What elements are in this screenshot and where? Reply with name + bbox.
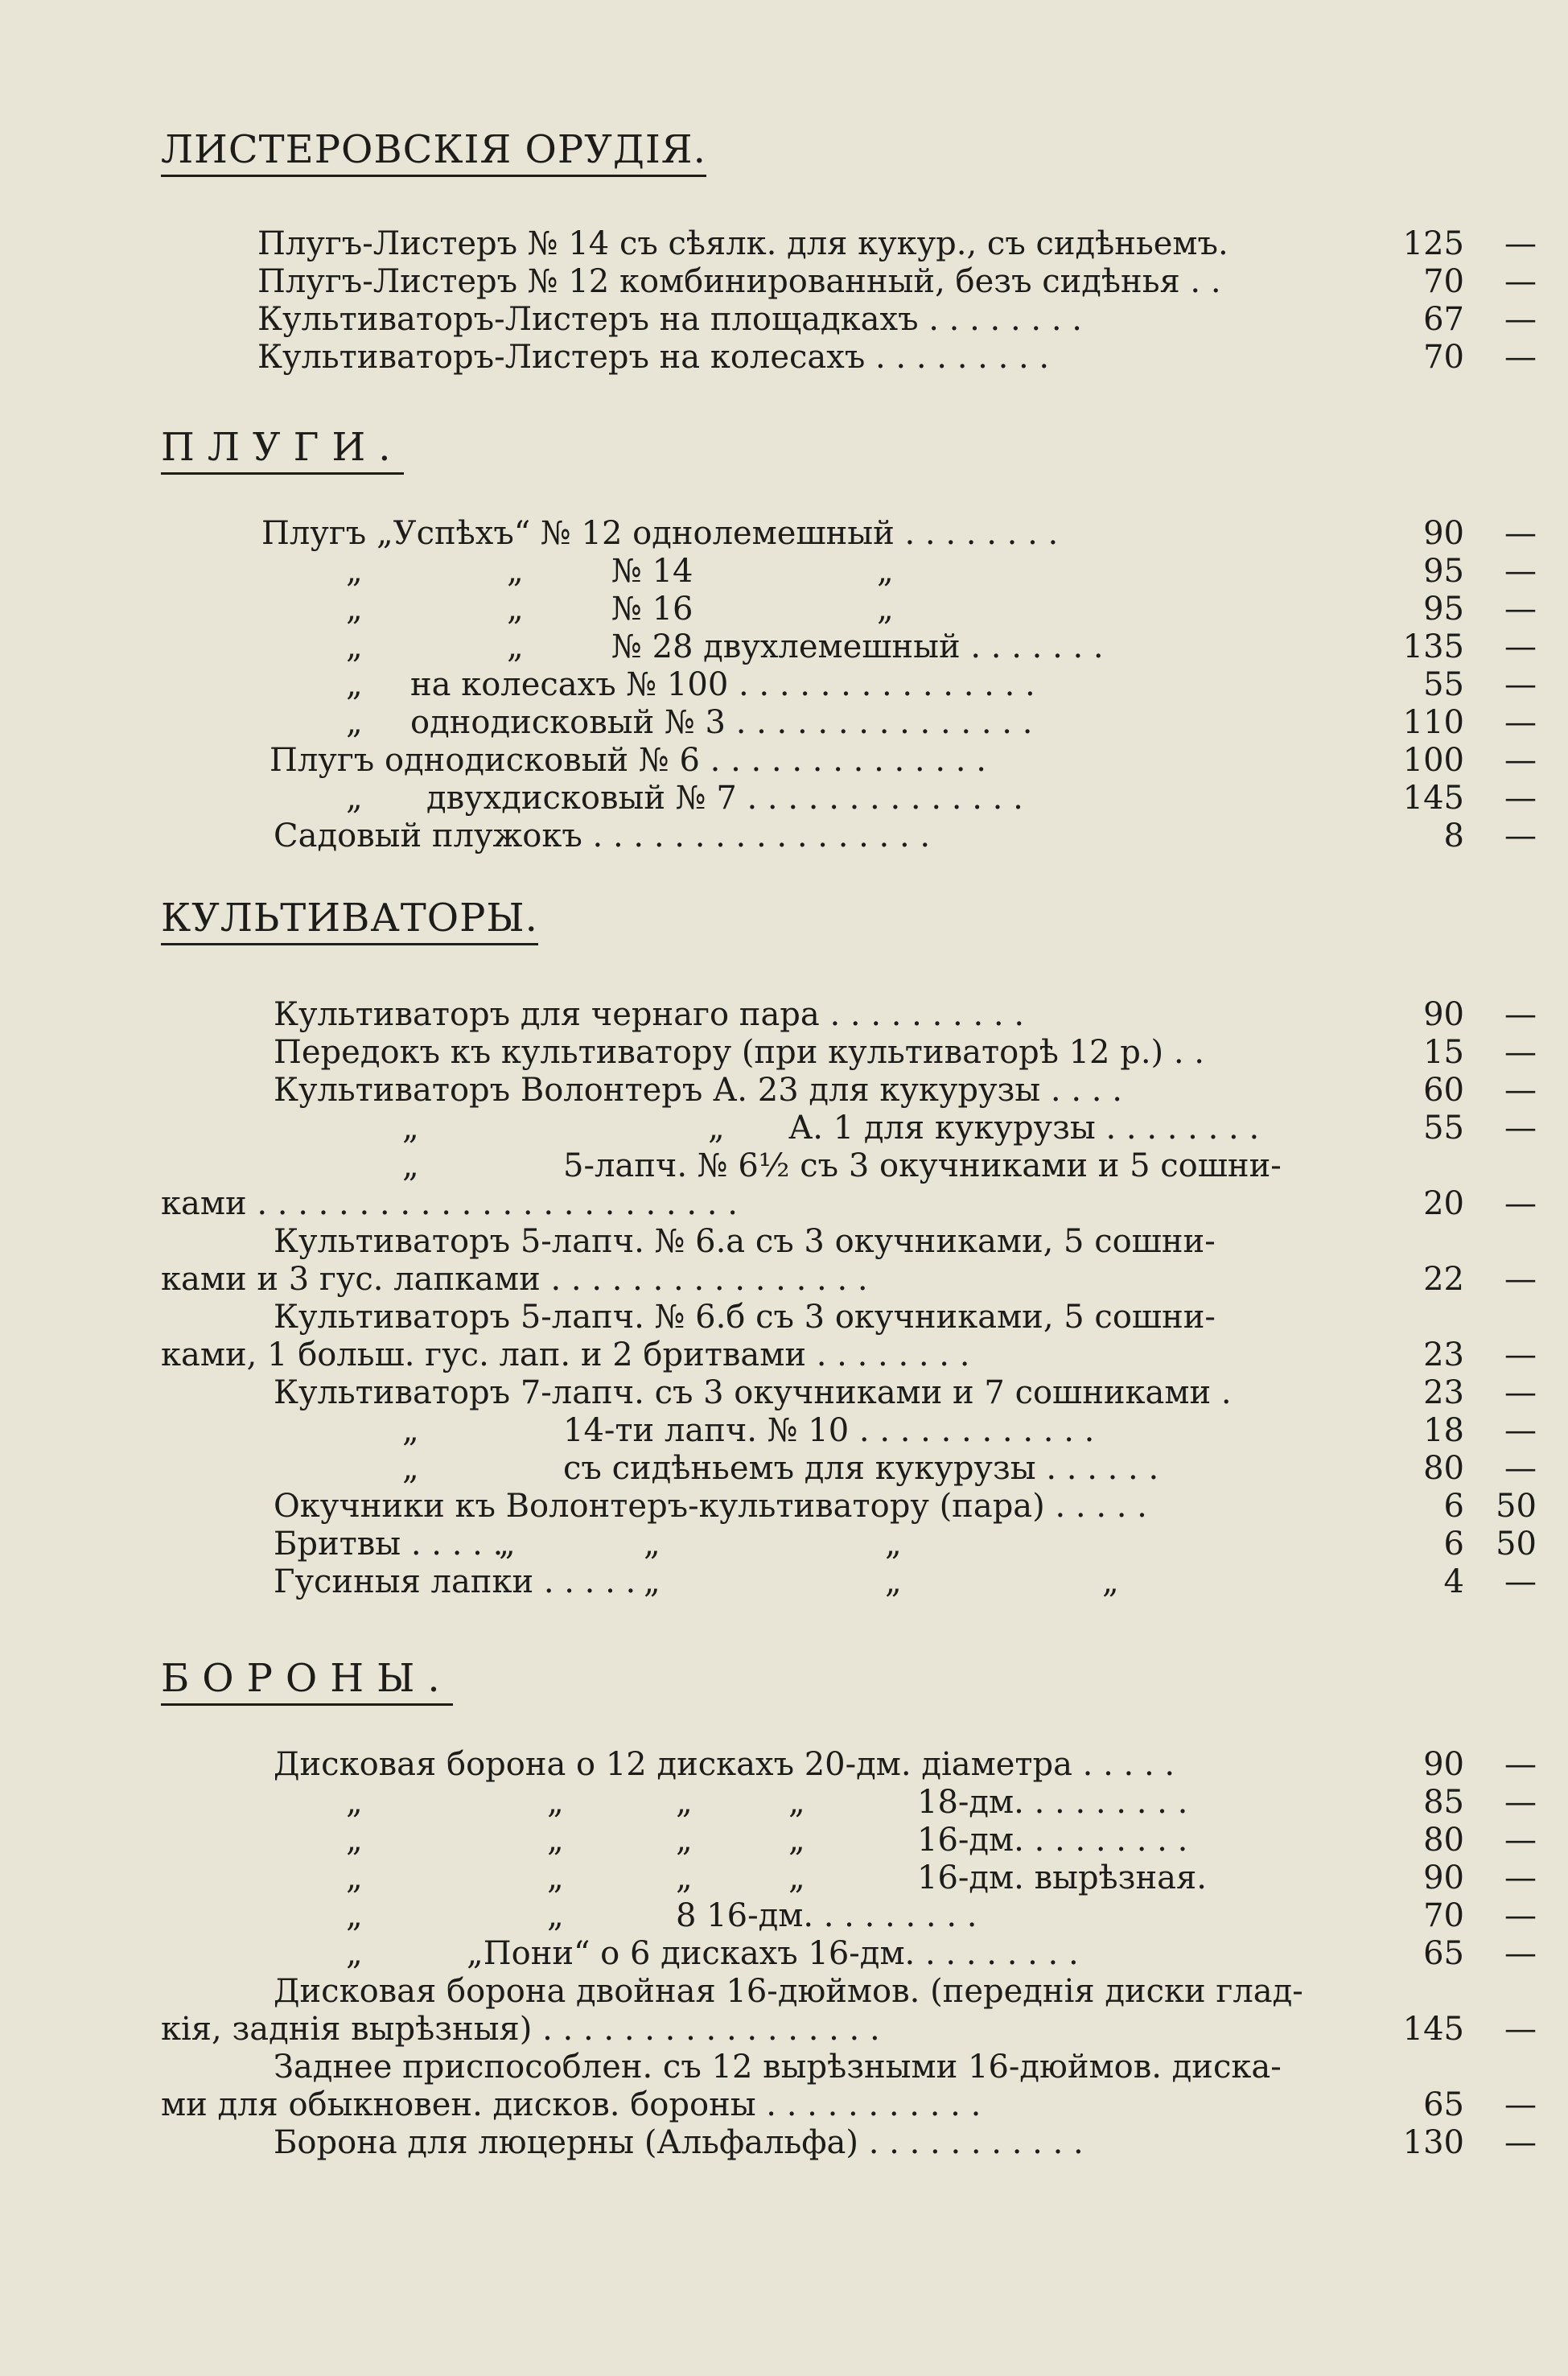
list-item [161, 1072, 1537, 1110]
list-item [161, 2124, 1537, 2162]
ditto-mark: „ [402, 1147, 419, 1184]
item-price: 6 [1443, 1488, 1464, 1525]
ditto-mark: „ [346, 666, 363, 703]
list-item [161, 1185, 1537, 1223]
ditto-mark: „ [346, 780, 363, 817]
item-kopecks: — [1504, 2124, 1537, 2161]
item-price: 90 [1423, 515, 1464, 552]
ditto-mark: „ [346, 553, 363, 590]
section-title-cultivators: КУЛЬТИВАТОРЫ. [161, 897, 538, 945]
item-kopecks: — [1504, 1822, 1537, 1859]
item-kopecks: — [1504, 301, 1537, 338]
list-item [161, 780, 1537, 817]
list-item [161, 1336, 1537, 1374]
item-name: 14-ти лапч. № 10 . . . . . . . . . . . . [563, 1412, 1095, 1449]
item-price: 85 [1423, 1784, 1464, 1821]
ditto-mark: „ [499, 1526, 516, 1563]
list-item [161, 1299, 1537, 1336]
item-kopecks: — [1504, 666, 1537, 703]
item-price: 60 [1423, 1072, 1464, 1109]
ditto-mark: „ [885, 1563, 902, 1600]
ditto-mark: „ [402, 1450, 419, 1487]
list-item [161, 1261, 1537, 1299]
item-price: 15 [1423, 1034, 1464, 1071]
item-kopecks: — [1504, 225, 1537, 262]
ditto-mark: „ [644, 1526, 661, 1563]
item-price: 18 [1423, 1412, 1464, 1449]
item-kopecks: — [1504, 1185, 1537, 1222]
item-name: Культиваторъ для чернаго пара . . . . . . . . . . [274, 996, 1025, 1033]
item-kopecks: — [1504, 1034, 1537, 1071]
ditto-mark: „ [346, 1935, 363, 1972]
list-item [161, 1822, 1537, 1859]
ditto-mark: „ [547, 1784, 564, 1821]
item-kopecks: — [1504, 780, 1537, 817]
item-price: 95 [1423, 553, 1464, 590]
list-item [161, 817, 1537, 855]
item-price: 110 [1402, 704, 1464, 741]
ditto-mark: „ [644, 1563, 661, 1600]
item-price: 65 [1423, 1935, 1464, 1972]
item-kopecks: — [1504, 553, 1537, 590]
item-name: однодисковый № 3 . . . . . . . . . . . . . . . [410, 704, 1033, 741]
harrows-list [161, 1746, 1537, 2162]
item-kopecks: — [1504, 817, 1537, 854]
list-item [161, 591, 1537, 628]
item-kopecks: — [1504, 628, 1537, 665]
item-name: Заднее приспособлен. съ 12 вырѣзными 16-дюймов. диска- [274, 2049, 1282, 2086]
list-item [161, 1784, 1537, 1822]
item-price: 145 [1402, 2011, 1464, 2048]
list-item [161, 2011, 1537, 2049]
list-item [161, 704, 1537, 742]
ditto-mark: „ [402, 1412, 419, 1449]
list-item [161, 996, 1537, 1034]
item-kopecks: — [1504, 591, 1537, 628]
item-name: Культиваторъ-Листеръ на колесахъ . . . . . . . . . [257, 339, 1050, 376]
list-item [161, 1374, 1537, 1412]
list-item [161, 2086, 1537, 2124]
item-name: Культиваторъ Волонтеръ А. 23 для кукурузы . . . . [274, 1072, 1122, 1109]
item-kopecks: — [1504, 1110, 1537, 1147]
ditto-mark: „ [676, 1822, 693, 1859]
item-name: Плугъ-Листеръ № 14 съ сѣялк. для кукур., съ сидѣньемъ. [257, 225, 1228, 262]
item-name: ками, 1 больш. гус. лап. и 2 бритвами . . . . . . . . [161, 1336, 970, 1373]
item-name: ками и 3 гус. лапками . . . . . . . . . . . . . . . . [161, 1261, 868, 1298]
item-name: Культиваторъ 5-лапч. № 6.б съ 3 окучниками, 5 сошни- [274, 1299, 1216, 1336]
list-item [161, 2049, 1537, 2086]
list-item [161, 1935, 1537, 1973]
item-name: Садовый плужокъ . . . . . . . . . . . . . . . . . [274, 817, 931, 854]
item-name: Гусиныя лапки . . . . . [274, 1563, 636, 1600]
list-item [161, 1223, 1537, 1261]
item-kopecks: — [1504, 1261, 1537, 1298]
list-item [161, 1034, 1537, 1072]
item-price: 22 [1423, 1261, 1464, 1298]
item-name: Плугъ-Листеръ № 12 комбинированный, безъ сидѣнья . . [257, 263, 1221, 300]
item-name: Культиваторъ-Листеръ на площадкахъ . . . . . . . . [257, 301, 1082, 338]
item-price: 20 [1423, 1185, 1464, 1222]
item-kopecks: — [1504, 1072, 1537, 1109]
item-name: № 28 двухлемешный . . . . . . . [611, 628, 1104, 665]
item-kopecks: — [1504, 515, 1537, 552]
ditto-mark: „ [877, 591, 894, 628]
item-price: 65 [1423, 2086, 1464, 2123]
item-kopecks: — [1504, 1784, 1537, 1821]
item-name: Дисковая борона двойная 16-дюймов. (переднія диски глад- [274, 1973, 1303, 2010]
ditto-mark: „ [547, 1859, 564, 1896]
item-price: 90 [1423, 1859, 1464, 1896]
item-price: 55 [1423, 1110, 1464, 1147]
item-price: 145 [1402, 780, 1464, 817]
ditto-mark: „ [676, 1859, 693, 1896]
list-item [161, 339, 1537, 377]
item-name: А. 1 для кукурузы . . . . . . . . [788, 1110, 1260, 1147]
item-kopecks: — [1504, 1374, 1537, 1411]
section-title-harrows: БОРОНЫ. [161, 1657, 453, 1706]
item-name: 16-дм. . . . . . . . . [917, 1822, 1188, 1859]
ditto-mark: „ [346, 1859, 363, 1896]
list-item [161, 225, 1537, 263]
item-price: 80 [1423, 1822, 1464, 1859]
ditto-mark: „ [507, 553, 524, 590]
item-name: 18-дм. . . . . . . . . [917, 1784, 1188, 1821]
list-item [161, 1859, 1537, 1897]
item-kopecks: — [1504, 1746, 1537, 1783]
item-name: 8 16-дм. . . . . . . . . [676, 1897, 977, 1934]
list-item [161, 1488, 1537, 1526]
item-name: 5-лапч. № 6½ съ 3 окучниками и 5 сошни- [563, 1147, 1282, 1184]
item-kopecks: — [1504, 263, 1537, 300]
item-kopecks: — [1504, 1450, 1537, 1487]
item-name: № 14 [611, 553, 693, 590]
item-price: 90 [1423, 1746, 1464, 1783]
ditto-mark: „ [507, 591, 524, 628]
list-item [161, 515, 1537, 553]
item-price: 55 [1423, 666, 1464, 703]
item-kopecks: — [1504, 1935, 1537, 1972]
plows-list [161, 515, 1537, 855]
item-name: съ сидѣньемъ для кукурузы . . . . . . [563, 1450, 1159, 1487]
list-item [161, 742, 1537, 780]
item-price: 90 [1423, 996, 1464, 1033]
item-name: на колесахъ № 100 . . . . . . . . . . . . . . . [410, 666, 1035, 703]
item-kopecks: — [1504, 339, 1537, 376]
item-price: 130 [1402, 2124, 1464, 2161]
list-item [161, 666, 1537, 704]
item-price: 95 [1423, 591, 1464, 628]
ditto-mark: „ [346, 1784, 363, 1821]
item-price: 67 [1423, 301, 1464, 338]
item-name: двухдисковый № 7 . . . . . . . . . . . . . . [426, 780, 1023, 817]
list-item [161, 263, 1537, 301]
ditto-mark: „ [788, 1859, 805, 1896]
ditto-mark: „ [346, 628, 363, 665]
list-item [161, 1412, 1537, 1450]
list-item [161, 1147, 1537, 1185]
item-kopecks: — [1504, 1897, 1537, 1934]
item-kopecks: — [1504, 1563, 1537, 1600]
item-kopecks: — [1504, 2011, 1537, 2048]
item-price: 70 [1423, 339, 1464, 376]
item-name: Плугъ однодисковый № 6 . . . . . . . . . . . . . . [270, 742, 986, 779]
ditto-mark: „ [788, 1784, 805, 1821]
ditto-mark: „ [507, 628, 524, 665]
ditto-mark: „ [885, 1526, 902, 1563]
item-kopecks: — [1504, 996, 1537, 1033]
item-kopecks: — [1504, 704, 1537, 741]
lister-list [161, 225, 1537, 377]
item-name: 16-дм. вырѣзная. [917, 1859, 1207, 1896]
ditto-mark: „ [402, 1110, 419, 1147]
item-name: Передокъ къ культиватору (при культиваторѣ 12 р.) . . [274, 1034, 1204, 1071]
list-item [161, 1450, 1537, 1488]
ditto-mark: „ [346, 591, 363, 628]
item-name: Борона для люцерны (Альфальфа) . . . . . . . . . . . [274, 2124, 1084, 2161]
item-price: 23 [1423, 1374, 1464, 1411]
item-kopecks: — [1504, 1859, 1537, 1896]
ditto-mark: „ [877, 553, 894, 590]
item-price: 70 [1423, 263, 1464, 300]
list-item [161, 1746, 1537, 1784]
item-name: Дисковая борона о 12 дискахъ 20-дм. діаметра . . . . . [274, 1746, 1175, 1783]
ditto-mark: „ [1102, 1563, 1119, 1600]
item-price: 125 [1402, 225, 1464, 262]
section-title-plows: ПЛУГИ. [161, 426, 404, 475]
item-name: Культиваторъ 7-лапч. съ 3 окучниками и 7 сошниками . [274, 1374, 1232, 1411]
item-price: 100 [1402, 742, 1464, 779]
item-name: ками . . . . . . . . . . . . . . . . . . . . . . . . [161, 1185, 738, 1222]
ditto-mark: „ [547, 1897, 564, 1934]
ditto-mark: „ [346, 704, 363, 741]
list-item [161, 1973, 1537, 2011]
list-item [161, 1563, 1537, 1601]
item-price: 6 [1443, 1526, 1464, 1563]
item-price: 8 [1443, 817, 1464, 854]
list-item [161, 553, 1537, 591]
ditto-mark: „ [547, 1822, 564, 1859]
item-name: № 16 [611, 591, 693, 628]
item-kopecks: — [1504, 1412, 1537, 1449]
item-price: 80 [1423, 1450, 1464, 1487]
ditto-mark: „ [788, 1822, 805, 1859]
cultivators-list [161, 996, 1537, 1601]
item-name: Окучники къ Волонтеръ-культиватору (пара) . . . . . [274, 1488, 1147, 1525]
ditto-mark: „ [346, 1897, 363, 1934]
item-kopecks: — [1504, 742, 1537, 779]
item-kopecks: — [1504, 1336, 1537, 1373]
item-kopecks: — [1504, 2086, 1537, 2123]
item-name: „Пони“ о 6 дискахъ 16-дм. . . . . . . . . [467, 1935, 1079, 1972]
item-name: Плугъ „Успѣхъ“ № 12 однолемешный . . . . . . . . [261, 515, 1059, 552]
list-item [161, 628, 1537, 666]
ditto-mark: „ [708, 1110, 725, 1147]
list-item [161, 1897, 1537, 1935]
list-item [161, 1110, 1537, 1147]
item-name: кія, заднія вырѣзныя) . . . . . . . . . . . . . . . . . [161, 2011, 880, 2048]
ditto-mark: „ [676, 1784, 693, 1821]
section-title-lister: ЛИСТЕРОВСКІЯ ОРУДІЯ. [161, 129, 706, 177]
item-name: Культиваторъ 5-лапч. № 6.а съ 3 окучниками, 5 сошни- [274, 1223, 1216, 1260]
item-kopecks: 50 [1496, 1488, 1537, 1525]
ditto-mark: „ [346, 1822, 363, 1859]
item-price: 4 [1443, 1563, 1464, 1600]
item-price: 23 [1423, 1336, 1464, 1373]
list-item [161, 1526, 1537, 1563]
item-price: 70 [1423, 1897, 1464, 1934]
item-name: ми для обыкновен. дисков. бороны . . . . . . . . . . . [161, 2086, 982, 2123]
item-price: 135 [1402, 628, 1464, 665]
item-kopecks: 50 [1496, 1526, 1537, 1563]
item-name: Бритвы . . . . . [274, 1526, 504, 1563]
list-item [161, 301, 1537, 339]
